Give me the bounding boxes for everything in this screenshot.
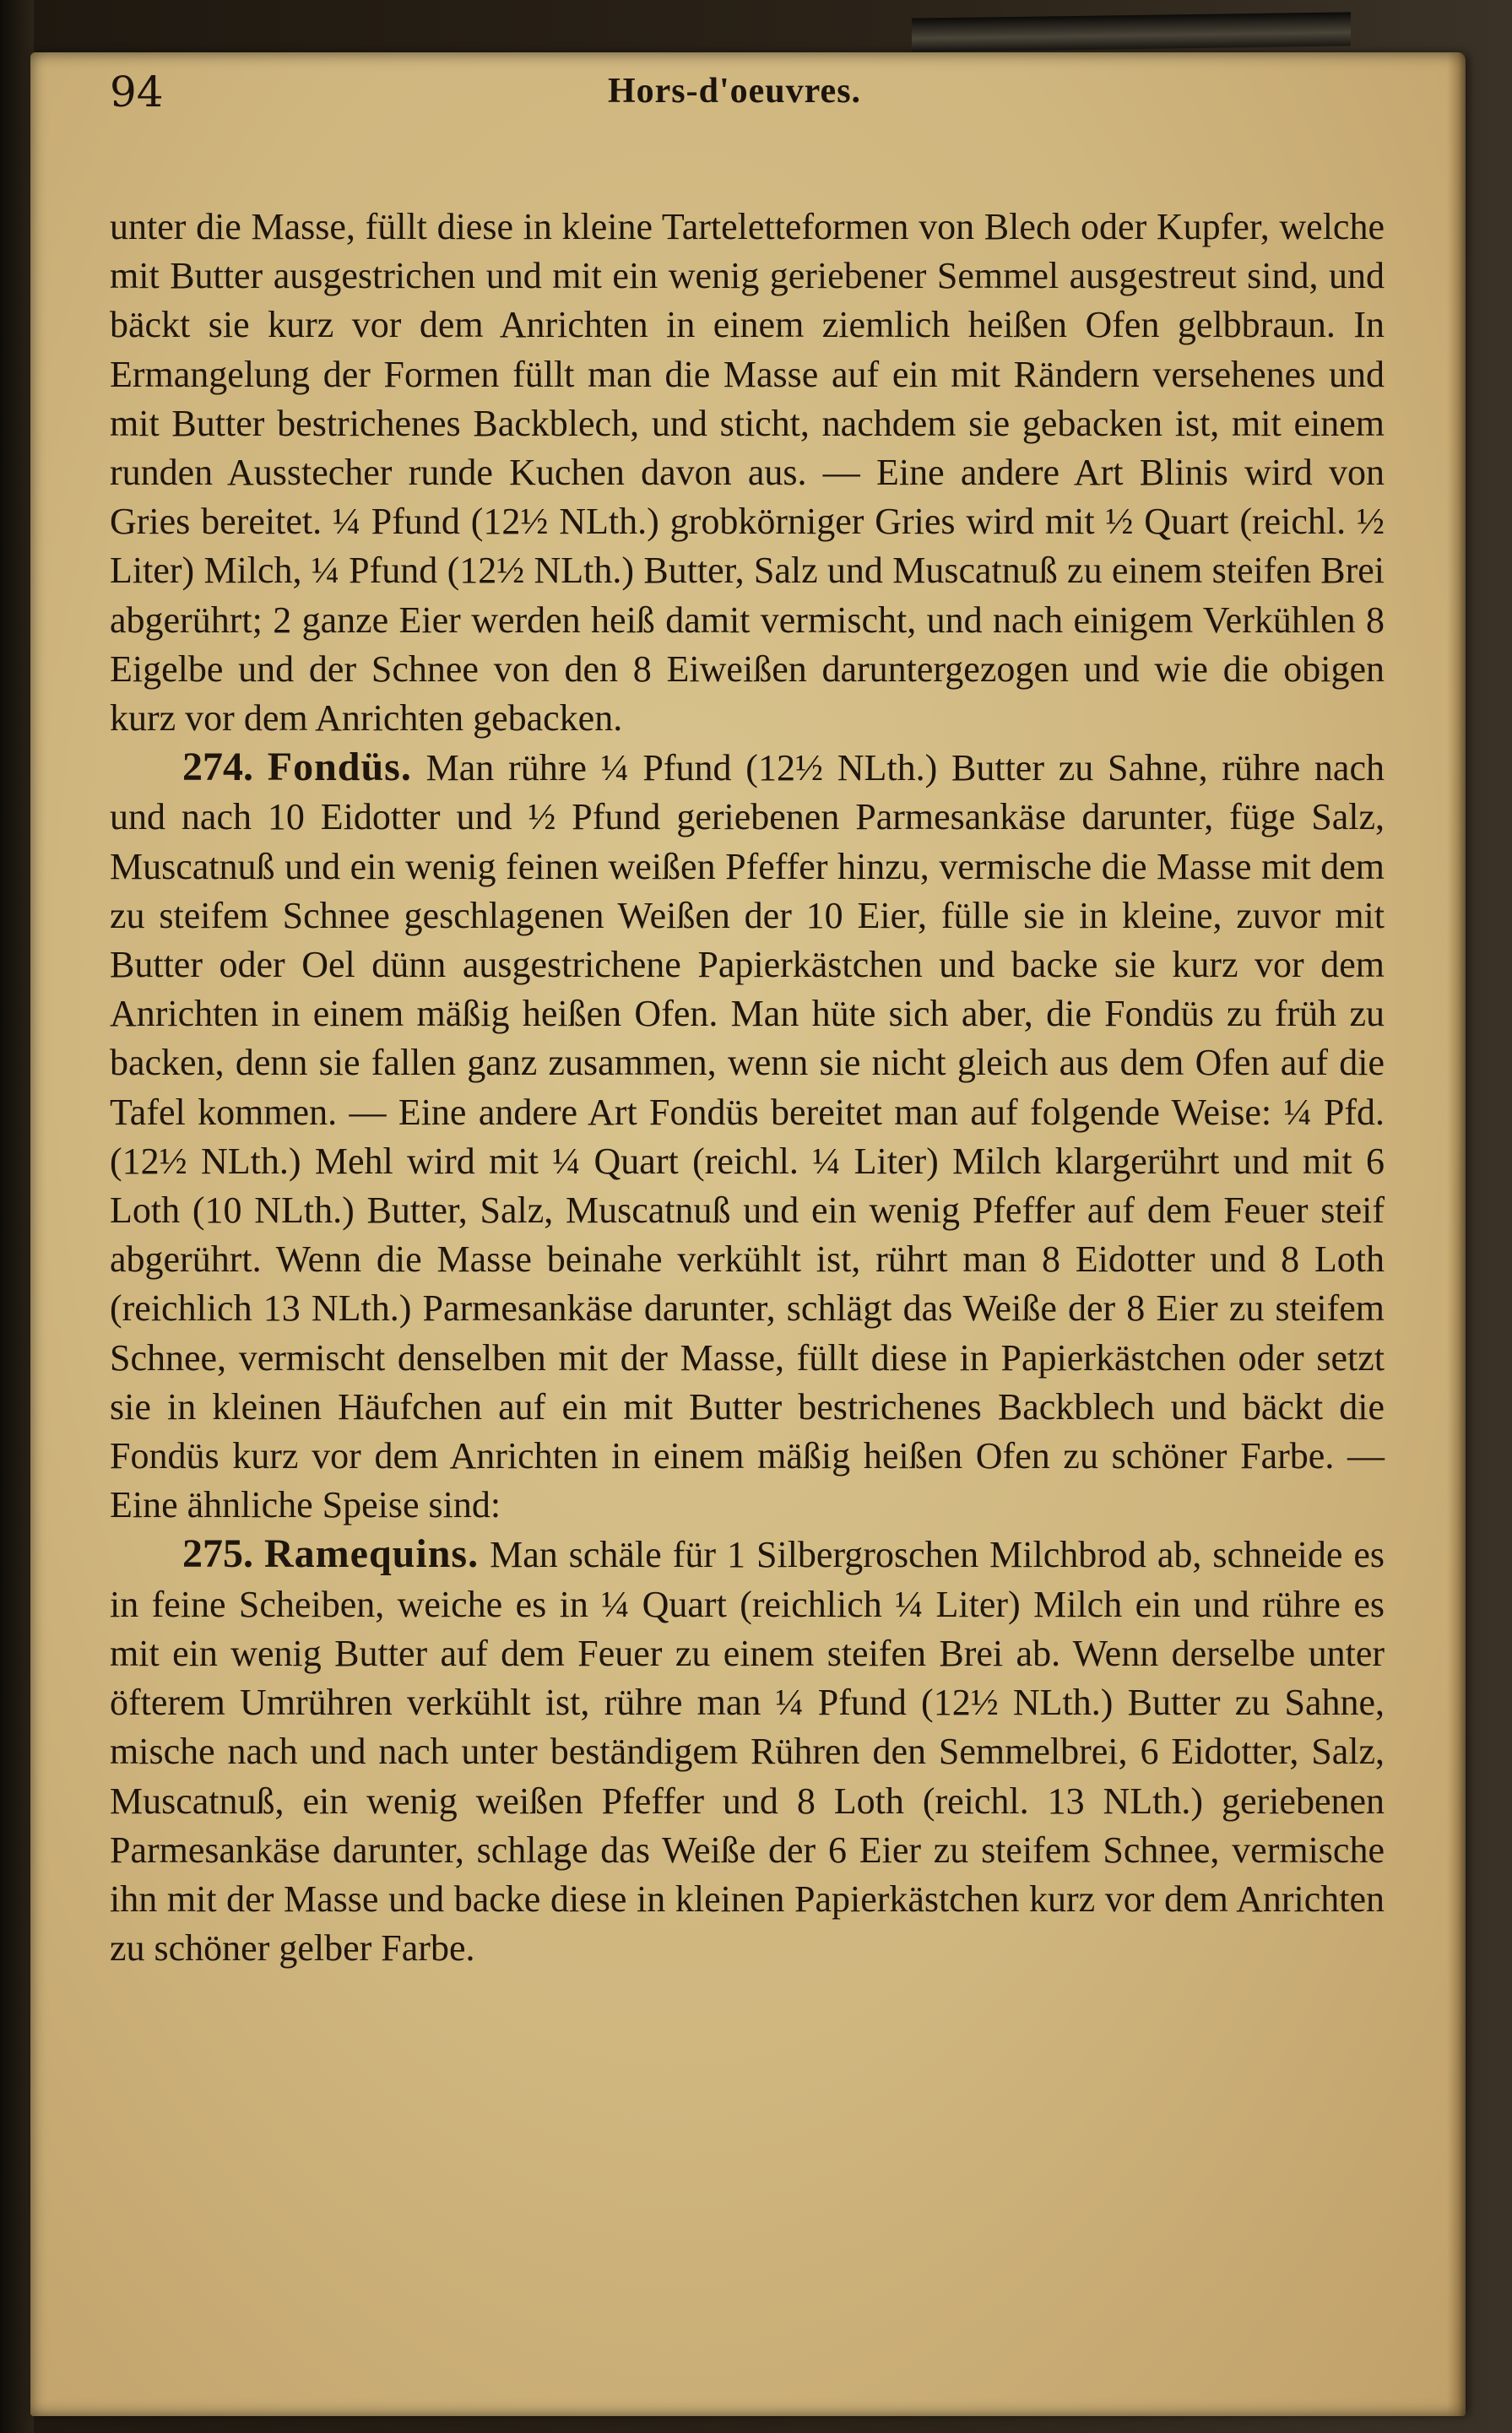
recipe-title: Fondüs. (267, 745, 412, 790)
recipe-text: Man rühre ¼ Pfund (12½ NLth.) Butter zu Sahne, rühre nach und nach 10 Eidotter und ½ Pfund geriebenen Parmesankäse darunter, füge Salz, Muscatnuß und ein wenig feinen weißen Pfeffer hinzu, vermische die Masse mit dem zu steifem Schnee geschlagenen Weißen der 10 Eier, fülle sie in kleine, zuvor mit Butter oder Oel dünn ausgestrichene Papierkästchen und backe sie kurz vor dem Anrichten in einem mäßig heißen Ofen. Man hüte sich aber, die Fondüs zu früh zu backen, denn sie fallen ganz zusammen, wenn sie nicht gleich aus dem Ofen auf die Tafel kommen. — Eine andere Art Fondüs bereitet man auf folgende Weise: ¼ Pfd. (12½ NLth.) Mehl wird mit ¼ Quart (reichl. ¼ Liter) Milch klargerührt und mit 6 Loth (10 NLth.) Butter, Salz, Muscatnuß und ein wenig Pfeffer auf dem Feuer steif abgerührt. Wenn die Masse beinahe verkühlt ist, rührt man 8 Eidotter und 8 Loth (reichlich 13 NLth.) Parmesankäse darunter, schlägt das Weiße der 8 Eier zu steifem Schnee, vermischt denselben mit der Masse, füllt diese in Papierkästchen oder setzt sie in kleinen Häufchen auf ein mit Butter bestrichenes Backblech und bäckt die Fondüs kurz vor dem Anrichten in einem mäßig heißen Ofen zu schöner Farbe. — Eine ähnliche Speise sind: (110, 747, 1385, 1526)
running-head: Hors-d'oeuvres. (608, 72, 862, 111)
page-fore-edge (1447, 52, 1466, 2416)
page-number: 94 (110, 68, 164, 117)
book-gutter (0, 0, 34, 2433)
recipe-274 (110, 743, 1385, 1530)
page-header (84, 68, 1368, 127)
paragraph-continuation (110, 203, 1385, 743)
paragraph-text: unter die Masse, füllt diese in kleine Tarteletteformen von Blech oder Kupfer, welche mit Butter ausgestrichen und mit ein wenig geriebener Semmel ausgestreut sind, und bäckt sie kurz vor dem Anrichten in einem ziemlich heißen Ofen gelbbraun. In Ermangelung der Formen füllt man die Masse auf ein mit Rändern versehenes und mit Butter bestrichenes Backblech, und sticht, nachdem sie gebacken ist, mit einem runden Ausstecher runde Kuchen davon aus. — Eine andere Art Blinis wird von Gries bereitet. ¼ Pfund (12½ NLth.) grobkörniger Gries wird mit ½ Quart (reichl. ½ Liter) Milch, ¼ Pfund (12½ NLth.) Butter, Salz und Muscatnuß zu einem steifen Brei abgerührt; 2 ganze Eier werden heiß damit vermischt, und nach einigem Verkühlen 8 Eigelbe und der Schnee von den 8 Eiweißen daruntergezogen und wie die obigen kurz vor dem Anrichten gebacken. (110, 206, 1385, 740)
recipe-number: 275. (182, 1531, 253, 1577)
recipe-title: Ramequins. (264, 1531, 480, 1577)
next-page-edge (912, 12, 1351, 51)
recipe-text: Man schäle für 1 Silbergroschen Milchbrod ab, schneide es in feine Scheiben, weiche es in ¼ Quart (reichlich ¼ Liter) Milch ein und rühre es mit ein wenig Butter auf dem Feuer zu einem steifen Brei ab. Wenn derselbe unter öfterem Umrühren verkühlt ist, rühre man ¼ Pfund (12½ NLth.) Butter zu Sahne, mische nach und nach unter beständigem Rühren den Semmelbrei, 6 Eidotter, Salz, Muscatnuß, ein wenig weißen Pfeffer und 8 Loth (reichl. 13 NLth.) geriebenen Parmesankäse darunter, schlage das Weiße der 6 Eier zu steifem Schnee, vermische ihn mit der Masse und backe diese in kleinen Papierkästchen kurz vor dem Anrichten zu schöner gelber Farbe. (110, 1534, 1385, 1970)
page-body (110, 203, 1385, 1973)
recipe-275 (110, 1530, 1385, 1973)
recipe-number: 274. (182, 745, 253, 790)
